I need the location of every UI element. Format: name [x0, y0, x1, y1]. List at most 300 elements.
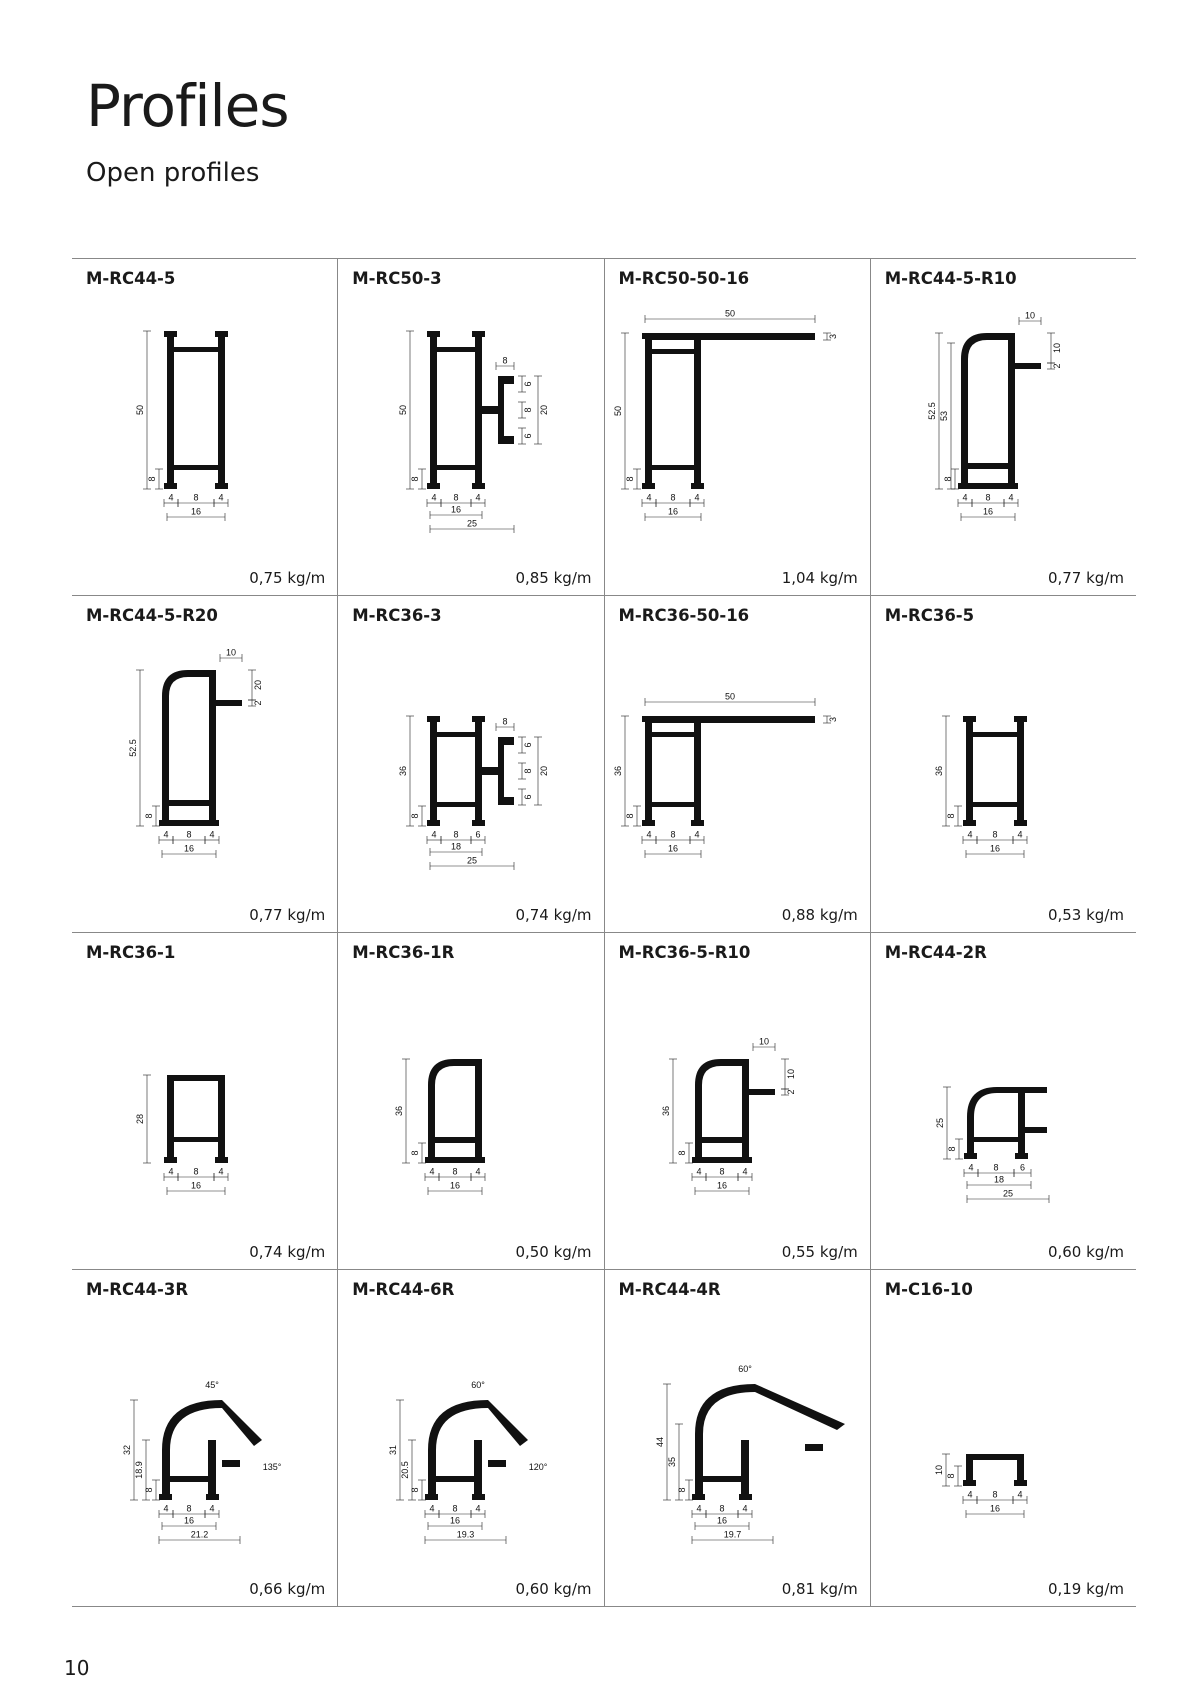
dimension-label: 3 [827, 716, 838, 723]
profile-shape [215, 1157, 228, 1163]
profile-weight: 0,77 kg/m [249, 906, 326, 924]
dimension-label: 8 [144, 1487, 154, 1493]
profiles-row [72, 596, 1136, 933]
profile-shape [695, 1059, 749, 1163]
profile-shape [430, 802, 482, 807]
dimension-label: 10 [1051, 342, 1062, 354]
profile-shape [498, 436, 514, 444]
dimension-label: 16 [450, 1180, 461, 1191]
dimension-label: 50 [724, 308, 735, 319]
profile-card [337, 1270, 603, 1606]
dimension-label: 20 [539, 404, 550, 416]
profile-card [604, 933, 870, 1269]
dimension-label: 10 [758, 1036, 769, 1047]
dimension-label: 10 [785, 1068, 796, 1080]
dimension-label: 16 [451, 504, 462, 515]
dimension-label: 2 [253, 700, 263, 706]
profile-shape [645, 716, 815, 723]
profile-shape [645, 802, 701, 807]
drawing-group [934, 716, 1027, 858]
profile-shape [642, 483, 655, 489]
dimension-label: 8 [144, 813, 154, 819]
dimension-label: 8 [502, 716, 508, 727]
dimension-label: 4 [431, 829, 437, 840]
dimension-label: 8 [453, 492, 459, 503]
profile-shape [963, 716, 976, 722]
profile-shape [430, 347, 482, 352]
profile-name: M-RC36-1 [86, 943, 176, 962]
profile-shape [749, 1089, 775, 1095]
drawing-group [122, 1380, 282, 1544]
profile-shape [215, 331, 228, 337]
drawing-group [661, 1037, 796, 1196]
profile-weight: 0,66 kg/m [249, 1580, 326, 1598]
profile-drawing [338, 293, 604, 553]
dimension-label: 8 [993, 1162, 999, 1173]
dimension-label: 16 [190, 506, 202, 517]
profile-shape [695, 1384, 845, 1500]
dimension-label: 4 [209, 1503, 215, 1514]
profile-name: M-RC44-5 [86, 269, 176, 288]
profile-shape [645, 732, 701, 737]
drawing-group [613, 309, 838, 522]
dimension-label: 4 [695, 1166, 702, 1177]
profile-shape [966, 732, 1024, 737]
dimension-label: 18.9 [134, 1461, 144, 1479]
profile-shape [427, 820, 440, 826]
dimension-label: 4 [475, 492, 481, 503]
dimension-label: 4 [967, 829, 973, 840]
dimension-label: 8 [193, 1166, 199, 1177]
dimension-label: 8 [410, 1487, 421, 1493]
profiles-row [72, 259, 1136, 596]
profile-shape [472, 1157, 485, 1163]
dimension-label: 4 [163, 829, 169, 840]
drawing-group [613, 692, 838, 859]
dimension-label: 53 [938, 410, 949, 422]
technical-drawing [871, 293, 1137, 553]
dimension-label: 8 [945, 1473, 956, 1479]
dimension-label: 16 [667, 843, 678, 854]
profile-shape [498, 737, 504, 805]
dimension-label: 6 [523, 381, 534, 387]
technical-drawing [72, 630, 338, 890]
profile-shape [741, 1440, 749, 1494]
profile-card [870, 933, 1136, 1269]
dimension-label: 16 [190, 1180, 202, 1191]
profile-name: M-RC44-5-R10 [884, 269, 1017, 288]
dimension-label: 8 [669, 829, 676, 840]
dimension-label: 8 [410, 1150, 421, 1156]
dimension-label: 4 [645, 492, 652, 503]
profile-drawing [605, 1304, 871, 1564]
dimension-label: 8 [985, 492, 991, 503]
dimension-label: 21.2 [190, 1529, 209, 1540]
profile-name: M-RC44-2R [884, 943, 987, 962]
dimension-label: 16 [989, 843, 1000, 854]
dimension-label: 50 [135, 404, 145, 416]
technical-drawing [605, 1304, 871, 1564]
profile-drawing [338, 1304, 604, 1564]
dimension-label: 4 [168, 492, 174, 503]
dimension-label: 4 [695, 1503, 702, 1514]
profile-shape [472, 1494, 485, 1500]
dimension-label: 8 [676, 1150, 687, 1156]
dimension-label: 135° [262, 1462, 282, 1472]
dimension-label: 6 [1019, 1162, 1025, 1173]
dimension-label: 18 [451, 841, 462, 852]
dimension-label: 45° [205, 1380, 219, 1390]
drawing-group [934, 1454, 1027, 1518]
dimension-label: 16 [667, 506, 678, 517]
dimension-label: 8 [624, 813, 635, 819]
profile-shape [691, 483, 704, 489]
technical-drawing [338, 1304, 604, 1564]
profiles-row [72, 1270, 1136, 1607]
profile-shape [167, 1075, 174, 1163]
profile-shape [692, 1494, 705, 1500]
profile-name: M-RC36-1R [352, 943, 455, 962]
profile-name: M-RC44-4R [618, 1280, 721, 1299]
profile-card [72, 259, 337, 595]
profile-shape [482, 406, 498, 414]
dimension-label: 6 [475, 829, 481, 840]
dimension-label: 8 [452, 1503, 458, 1514]
profile-weight: 0,75 kg/m [249, 569, 326, 587]
dimension-label: 10 [933, 1464, 944, 1476]
profile-drawing [605, 967, 871, 1227]
page-number: 10 [64, 1656, 90, 1680]
profile-shape [215, 483, 228, 489]
dimension-label: 4 [645, 829, 652, 840]
dimension-label: 8 [992, 1489, 998, 1500]
profile-shape [425, 1494, 438, 1500]
profile-drawing [871, 293, 1137, 553]
dimension-label: 52.5 [128, 739, 138, 757]
dimension-label: 20 [539, 765, 550, 777]
dimension-label: 16 [716, 1515, 727, 1526]
profile-shape [164, 483, 177, 489]
profile-shape [428, 1476, 482, 1482]
profile-weight: 0,88 kg/m [781, 906, 858, 924]
dimension-label: 28 [135, 1113, 145, 1125]
profile-card [337, 933, 603, 1269]
profile-shape [427, 483, 440, 489]
technical-drawing [871, 1304, 1137, 1564]
profile-shape [167, 1137, 225, 1142]
drawing-group [927, 311, 1062, 522]
dimension-label: 60° [471, 1380, 486, 1390]
drawing-group [655, 1364, 845, 1544]
profile-shape [739, 1494, 752, 1500]
dimension-label: 35 [666, 1456, 677, 1468]
profile-shape [167, 1075, 225, 1081]
profiles-row [72, 933, 1136, 1270]
dimension-label: 4 [968, 1162, 974, 1173]
dimension-label: 4 [218, 1166, 224, 1177]
profile-shape [206, 820, 219, 826]
profile-name: M-C16-10 [884, 1280, 973, 1299]
profile-shape [162, 670, 216, 826]
profile-name: M-RC36-5 [884, 606, 975, 625]
drawing-group [935, 1087, 1049, 1203]
profile-shape [206, 1494, 219, 1500]
profile-shape [967, 1137, 1025, 1142]
drawing-group [135, 1075, 228, 1195]
technical-drawing [605, 630, 871, 890]
dimension-label: 8 [410, 476, 421, 482]
dimension-label: 6 [523, 742, 534, 748]
dimension-label: 31 [388, 1444, 399, 1456]
profile-weight: 0,53 kg/m [1047, 906, 1124, 924]
dimension-label: 4 [967, 1489, 973, 1500]
dimension-label: 16 [989, 1503, 1000, 1514]
profile-shape [967, 1087, 1047, 1159]
dimension-label: 4 [168, 1166, 174, 1177]
dimension-label: 44 [654, 1436, 665, 1448]
dimension-label: 32 [122, 1444, 132, 1456]
profile-name: M-RC44-5-R20 [86, 606, 218, 625]
dimension-label: 2 [1051, 363, 1062, 369]
dimension-label: 6 [523, 794, 534, 800]
dimension-label: 8 [945, 813, 956, 819]
dimension-label: 120° [528, 1462, 548, 1472]
dimension-label: 8 [718, 1503, 725, 1514]
profile-card [337, 259, 603, 595]
dimension-label: 52.5 [926, 402, 937, 420]
profile-shape [216, 700, 242, 706]
technical-drawing [605, 293, 871, 553]
profile-shape [805, 1444, 823, 1451]
dimension-label: 4 [209, 829, 215, 840]
dimension-label: 8 [669, 492, 676, 503]
profile-card [604, 259, 870, 595]
profile-shape [1014, 820, 1027, 826]
profile-name: M-RC36-50-16 [618, 606, 750, 625]
dimension-label: 8 [624, 476, 635, 482]
dimension-label: 6 [523, 433, 534, 439]
dimension-label: 4 [962, 492, 968, 503]
profile-weight: 0,19 kg/m [1047, 1580, 1124, 1598]
profile-drawing [72, 967, 338, 1227]
profile-shape [1018, 1093, 1025, 1159]
dimension-label: 8 [186, 829, 192, 840]
dimension-label: 8 [502, 355, 508, 366]
profile-weight: 0,50 kg/m [515, 1243, 592, 1261]
technical-drawing [605, 967, 871, 1227]
technical-drawing [338, 293, 604, 553]
profile-shape [963, 820, 976, 826]
dimension-label: 4 [475, 1503, 481, 1514]
profile-shape [1015, 1153, 1028, 1159]
dimension-label: 4 [741, 1503, 748, 1514]
profile-shape [167, 347, 225, 352]
profile-shape [428, 1059, 482, 1163]
profile-shape [218, 1075, 225, 1163]
dimension-label: 16 [982, 506, 993, 517]
profile-shape [427, 331, 440, 337]
dimension-label: 4 [1008, 492, 1014, 503]
technical-drawing [338, 630, 604, 890]
dimension-label: 50 [398, 404, 409, 416]
profile-name: M-RC50-3 [352, 269, 442, 288]
dimension-label: 25 [467, 518, 478, 529]
profile-shape [430, 732, 482, 737]
profile-shape [498, 797, 514, 805]
dimension-label: 36 [933, 765, 944, 777]
profile-drawing [605, 630, 871, 890]
dimension-label: 50 [724, 691, 735, 702]
dimension-label: 4 [693, 829, 700, 840]
drawing-group [128, 648, 263, 859]
profile-card [72, 596, 337, 932]
profile-card [870, 1270, 1136, 1606]
profile-shape [159, 820, 172, 826]
profile-shape [472, 716, 485, 722]
dimension-label: 8 [992, 829, 998, 840]
profile-shape [472, 820, 485, 826]
profile-shape [430, 465, 482, 470]
dimension-label: 19.3 [456, 1529, 475, 1540]
dimension-label: 8 [453, 829, 459, 840]
drawing-group [135, 331, 228, 521]
dimension-label: 36 [660, 1105, 671, 1117]
profile-name: M-RC44-3R [86, 1280, 189, 1299]
profile-drawing [338, 967, 604, 1227]
profile-shape [966, 802, 1024, 807]
dimension-label: 8 [676, 1487, 687, 1493]
profile-shape [1014, 716, 1027, 722]
profile-shape [958, 483, 971, 489]
profile-shape [164, 1157, 177, 1163]
dimension-label: 8 [942, 476, 953, 482]
profile-card [870, 259, 1136, 595]
profiles-grid [72, 258, 1136, 1607]
profile-drawing [72, 630, 338, 890]
dimension-label: 20.5 [400, 1461, 411, 1479]
dimension-label: 4 [218, 492, 224, 503]
technical-drawing [72, 1304, 338, 1564]
drawing-group [388, 1380, 548, 1544]
profile-shape [1015, 363, 1041, 369]
profile-shape [1014, 1480, 1027, 1486]
profile-shape [162, 1476, 216, 1482]
profile-shape [1005, 483, 1018, 489]
dimension-label: 8 [452, 1166, 458, 1177]
profile-shape [642, 820, 655, 826]
profile-shape [1025, 1127, 1047, 1133]
technical-drawing [72, 293, 338, 553]
profile-card [604, 1270, 870, 1606]
profile-shape [474, 1440, 482, 1494]
profile-shape [488, 1460, 506, 1467]
profile-weight: 0,77 kg/m [1047, 569, 1124, 587]
profile-drawing [605, 293, 871, 553]
profile-shape [645, 333, 815, 340]
profile-card [72, 1270, 337, 1606]
profile-drawing [871, 967, 1137, 1227]
profile-name: M-RC50-50-16 [618, 269, 750, 288]
dimension-label: 4 [429, 1503, 435, 1514]
dimension-label: 16 [716, 1180, 727, 1191]
profile-shape [159, 1494, 172, 1500]
profile-weight: 0,60 kg/m [515, 1580, 592, 1598]
dimension-label: 4 [1017, 1489, 1023, 1500]
dimension-label: 3 [827, 333, 838, 340]
dimension-label: 4 [475, 1166, 481, 1177]
profile-drawing [338, 630, 604, 890]
dimension-label: 2 [785, 1089, 796, 1095]
dimension-label: 10 [225, 647, 237, 658]
profile-shape [472, 483, 485, 489]
profile-shape [692, 1157, 705, 1163]
dimension-label: 25 [467, 855, 478, 866]
profile-shape [966, 1454, 1024, 1460]
dimension-label: 36 [394, 1105, 405, 1117]
dimension-label: 36 [398, 765, 409, 777]
dimension-label: 10 [1024, 310, 1035, 321]
profile-shape [208, 1440, 216, 1494]
profile-shape [963, 1480, 976, 1486]
profile-shape [472, 331, 485, 337]
profile-card [870, 596, 1136, 932]
profile-shape [425, 1157, 438, 1163]
profile-shape [645, 349, 701, 354]
profile-weight: 0,85 kg/m [515, 569, 592, 587]
profile-shape [739, 1157, 752, 1163]
dimension-label: 16 [183, 1515, 195, 1526]
profile-weight: 1,04 kg/m [781, 569, 858, 587]
dimension-label: 8 [523, 768, 534, 774]
profile-drawing [871, 1304, 1137, 1564]
dimension-label: 16 [183, 843, 195, 854]
dimension-label: 25 [934, 1117, 945, 1129]
profile-weight: 0,81 kg/m [781, 1580, 858, 1598]
dimension-label: 4 [741, 1166, 748, 1177]
dimension-label: 4 [431, 492, 437, 503]
profile-shape [964, 1153, 977, 1159]
dimension-label: 8 [186, 1503, 192, 1514]
profile-card [337, 596, 603, 932]
profile-shape [167, 465, 225, 470]
technical-drawing [871, 967, 1137, 1227]
profile-weight: 0,74 kg/m [515, 906, 592, 924]
profile-name: M-RC36-3 [352, 606, 442, 625]
dimension-label: 25 [1002, 1188, 1013, 1199]
dimension-label: 8 [523, 407, 534, 413]
drawing-group [394, 1059, 485, 1195]
profile-shape [645, 465, 701, 470]
dimension-label: 36 [612, 765, 623, 777]
profile-name: M-RC36-5-R10 [618, 943, 751, 962]
profile-drawing [871, 630, 1137, 890]
technical-drawing [871, 630, 1137, 890]
drawing-group [398, 716, 549, 870]
technical-drawing [72, 967, 338, 1227]
profile-drawing [72, 293, 338, 553]
profile-weight: 0,60 kg/m [1047, 1243, 1124, 1261]
profile-shape [498, 737, 514, 745]
profile-drawing [72, 1304, 338, 1564]
page-title: Profiles [86, 72, 289, 140]
profile-shape [498, 376, 514, 384]
profile-shape [427, 716, 440, 722]
dimension-label: 18 [993, 1174, 1004, 1185]
profile-weight: 0,55 kg/m [781, 1243, 858, 1261]
dimension-label: 60° [737, 1364, 752, 1374]
page-subtitle: Open profiles [86, 158, 260, 188]
profile-shape [695, 1476, 749, 1482]
